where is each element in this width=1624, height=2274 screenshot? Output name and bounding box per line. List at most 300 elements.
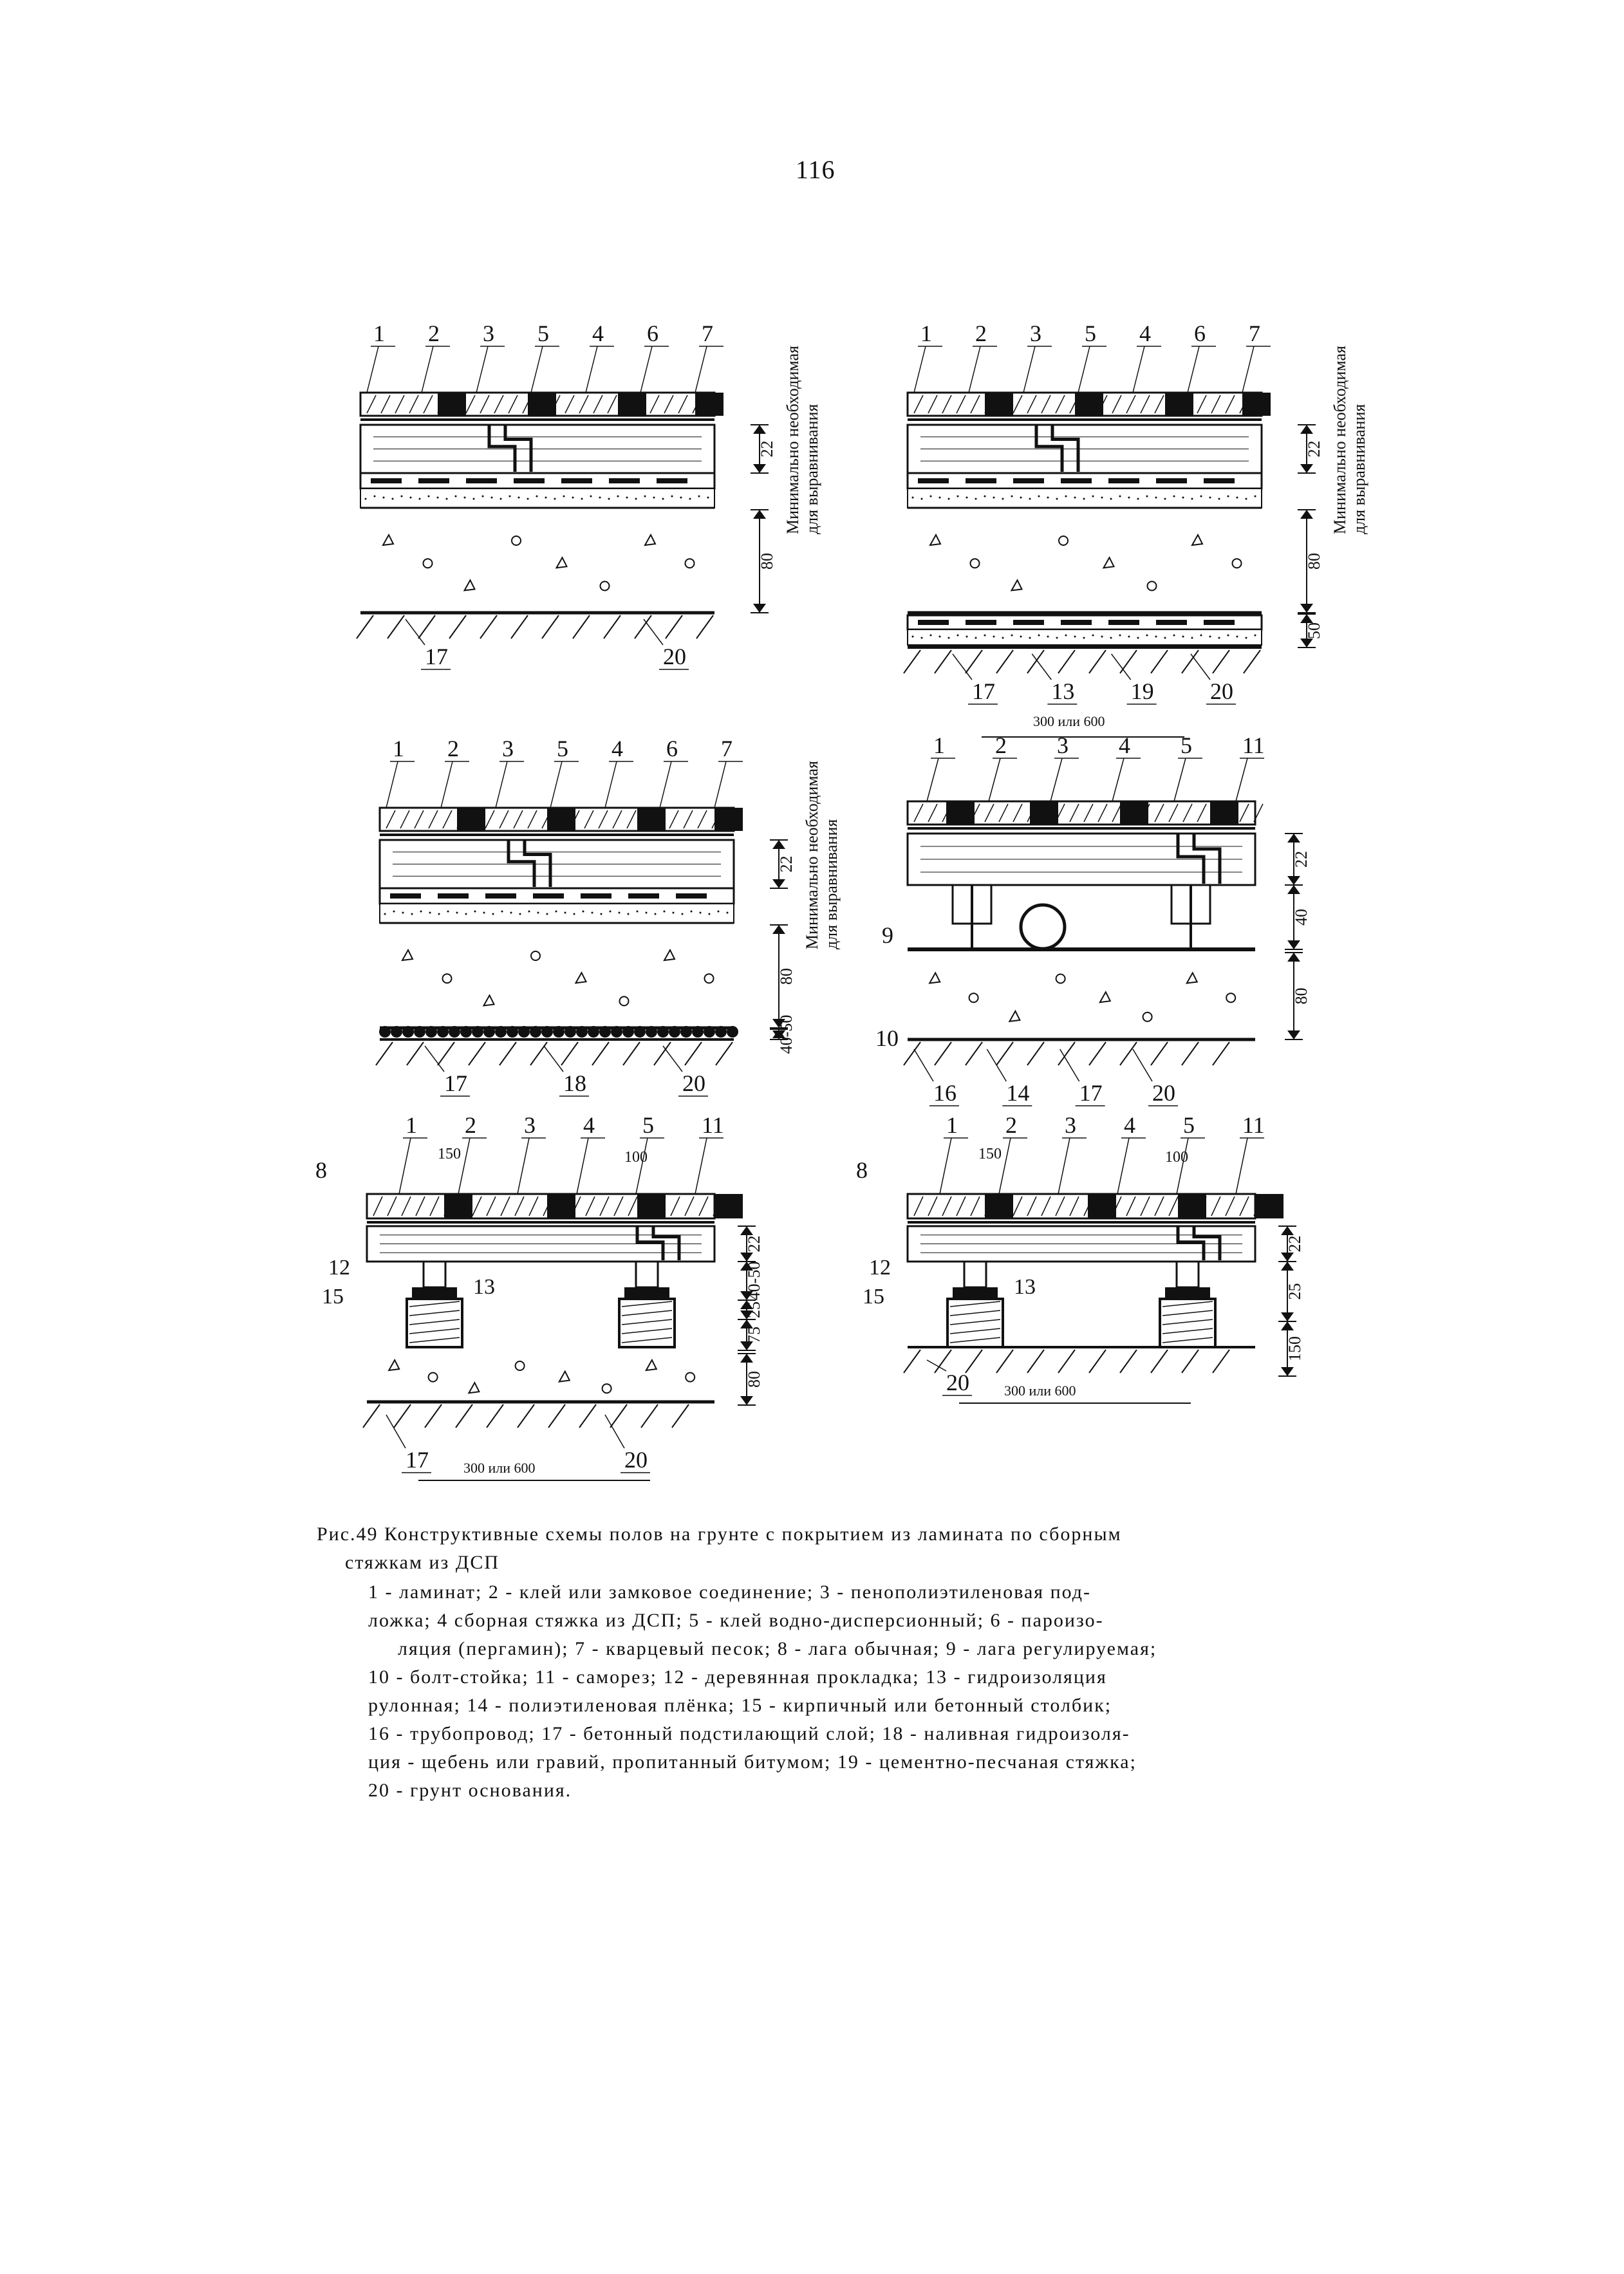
callout-leader [518,1138,529,1194]
sand-grain [393,911,395,913]
sand-grain [572,497,574,499]
sand-grain [464,497,466,499]
sand-grain [1020,497,1022,499]
sand-grain [1110,637,1112,639]
sand-grain [966,497,968,499]
sand-grain [689,498,691,500]
sand-grain [984,635,986,637]
sand-grain [700,912,702,914]
vapour-dash [1204,478,1235,483]
vapour-dash [1204,620,1235,625]
callout-label: 3 [1065,1112,1076,1138]
gravel-bitumen [530,1026,541,1038]
ground-hatch [1027,650,1044,673]
page-number: 116 [796,155,835,184]
dimension-arrow [740,1396,753,1405]
concrete-base-layer [908,953,1255,1039]
vapour-dash [561,478,592,483]
sand-grain [492,913,494,915]
sand-grain [1119,496,1121,498]
callout-label: 20 [624,1447,648,1473]
sand-grain [975,637,977,639]
gravel-bitumen [704,1026,715,1038]
vapour-dash [1013,620,1044,625]
ground-hatch [1089,650,1106,673]
laminate-joint [714,808,743,831]
sand-grain [948,637,950,639]
callout-label: 4 [1139,321,1151,346]
sand-grain [1137,637,1139,639]
gravel-bitumen [588,1026,599,1038]
sand-grain [392,498,394,500]
sand-grain [653,497,655,499]
callout-label: 12 [328,1256,350,1280]
callout-label: 16 [933,1080,957,1106]
sand-grain [420,911,422,913]
sand-grain [1011,496,1013,498]
gravel-bitumen [483,1026,495,1038]
sand-grain [966,636,968,638]
laminate-joint [946,801,975,825]
sand-grain [563,496,565,498]
callout-label: 4 [1119,732,1130,758]
sand-grain [1227,496,1229,498]
sand-grain [501,911,503,913]
wood-pad [624,1287,669,1299]
sand-grain [682,913,684,915]
sand-grain [975,498,977,500]
caption-title-continuation: стяжкам из ДСП [345,1552,500,1573]
dimension-arrow [1281,1262,1294,1271]
callout-leader [714,761,726,808]
sand-grain [662,498,664,500]
ground-hatch [363,1404,380,1428]
dimension-label: 50 [1305,622,1323,639]
gravel-bitumen [622,1026,634,1038]
callout-leader [605,1415,624,1448]
leveling-note: Минимально необходимая [783,345,802,534]
sand-grain [957,635,959,637]
ground-hatch [904,650,920,673]
sand-grain [1246,637,1247,639]
sand-grain [599,497,601,499]
legend-line: ляция (пергамин); 7 - кварцевый песок; 8 - лага обычная; 9 - лага регулируемая; [398,1638,1157,1659]
callout-leader [1050,758,1062,801]
ground-hatch [1120,650,1137,673]
laminate-joint [637,808,666,831]
sand-grain [465,913,467,915]
callout-label: 6 [647,321,658,346]
sand-grain [428,496,430,498]
callout-leader [1058,1138,1070,1194]
laminate-joint [695,393,723,416]
callout-label: 1 [393,736,404,761]
sand-grain [1056,498,1058,500]
dimension-arrow [1281,1226,1294,1235]
dimension-arrow [1281,1253,1294,1262]
vapour-dash [609,478,640,483]
sand-grain [518,497,520,499]
ground-hatch [716,1042,733,1065]
vapour-dash [533,893,564,899]
dimension-label: 22 [1305,440,1323,458]
gravel-bitumen [646,1026,657,1038]
concrete-base-layer [908,510,1262,613]
callout-leader [1188,346,1199,393]
ground-hatch [1182,1350,1199,1373]
sand-grain [619,912,621,914]
sand-grain [411,913,413,915]
sand-grain [590,496,592,498]
laminate-joint [1242,393,1271,416]
sand-grain [527,498,529,500]
sand-grain [1191,498,1193,500]
ground-hatch [407,1042,424,1065]
sand-grain [1128,636,1130,638]
gravel-bitumen [680,1026,692,1038]
sand-grain [930,635,932,637]
sand-grain [727,912,729,914]
gap-dimension-label: 100 [624,1149,648,1166]
vapour-dash [1108,478,1139,483]
ground-hatch [542,615,559,638]
laminate-joint [457,808,485,831]
callout-label: 17 [444,1070,467,1096]
callout-leader [425,1046,444,1072]
sand-grain [1038,496,1040,498]
sand-grain [984,496,986,498]
vapour-dash [966,620,996,625]
sand-grain [1128,497,1130,499]
wood-pad [1165,1287,1210,1299]
callout-leader [386,1415,406,1448]
callout-label: 15 [322,1285,344,1309]
laminate-joint [1165,393,1193,416]
wood-pad [953,1287,998,1299]
gravel-bitumen [565,1026,576,1038]
callout-leader [1133,346,1144,393]
callout-label: 4 [1124,1112,1135,1138]
dimension-label: 40-50 [745,1261,763,1301]
callout-label: 5 [1183,1112,1195,1138]
callout-leader [953,654,972,680]
sand-grain [474,911,476,913]
sand-grain [509,496,511,498]
sand-grain [939,497,941,499]
gravel-bitumen [611,1026,622,1038]
sand-grain [1083,498,1085,500]
laminate-joint [985,1194,1013,1218]
dimension-arrow [1287,953,1300,962]
sand-grain [1020,636,1022,638]
dimension-label: 25 [745,1301,763,1318]
callout-label: 13 [473,1275,495,1299]
sand-grain [912,636,914,638]
ground-hatch [1089,1350,1106,1373]
vapour-dash [918,478,949,483]
figure-caption [317,1520,1321,1577]
sand-grain [1164,637,1166,639]
dimension-label: 25 [1285,1283,1304,1300]
sand-grain [528,911,530,913]
callout-leader [1133,1049,1152,1081]
dimension-arrow [740,1354,753,1363]
gravel-bitumen [692,1026,704,1038]
callout-leader [1112,758,1124,801]
gravel-bitumen [391,1026,402,1038]
vapour-dash [418,478,449,483]
ground-hatch [696,615,713,638]
callout-label: 3 [502,736,514,761]
sand-grain [1029,498,1031,500]
ground-hatch [438,1042,454,1065]
callout-label: 15 [863,1285,884,1309]
callout-leader [1236,1138,1247,1194]
leveling-note: для выравнивания [822,819,841,949]
sand-grain [574,913,575,915]
sand-grain [957,496,959,498]
dimension-label: 22 [745,1235,763,1253]
sand-grain [1255,635,1256,637]
vapour-dash [918,620,949,625]
sand-grain [993,636,995,638]
callout-leader [406,619,425,645]
ground-hatch [449,615,466,638]
callout-leader [663,1046,682,1072]
sand-grain [581,498,583,500]
vapour-dash [966,478,996,483]
wood-pad [412,1287,457,1299]
sand-grain [1119,635,1121,637]
dimension-label: 22 [777,855,796,873]
sand-grain [456,912,458,914]
callout-label: 5 [642,1112,654,1138]
sand-grain [483,912,485,914]
callout-leader [1060,1049,1079,1081]
callout-label: 3 [524,1112,536,1138]
ground-hatch [1151,650,1168,673]
callout-leader [1191,654,1210,680]
callout-label: 6 [1194,321,1206,346]
sand-grain [555,911,557,913]
laminate-joint [618,393,646,416]
callout-leader [660,761,671,808]
laminate-joint [547,808,575,831]
dimension-label: 80 [1292,987,1311,1005]
callout-label: 5 [1181,732,1192,758]
vapour-dash [1156,620,1187,625]
ground-hatch [592,1042,609,1065]
joist-8 [1177,1262,1199,1287]
gravel-bitumen [599,1026,611,1038]
ground-hatch [1182,1042,1199,1065]
dimension-arrow [1281,1367,1294,1376]
callout-leader [1023,346,1035,393]
callout-label: 4 [583,1112,595,1138]
sand-grain [592,912,593,914]
sand-grain [1200,635,1202,637]
dimension-label: 22 [758,440,776,458]
dimension-arrow [1287,1030,1300,1039]
callout-leader [1174,758,1186,801]
sand-grain [644,496,646,498]
spacing-label: 300 или 600 [463,1460,536,1476]
dimension-label: 80 [777,968,796,985]
callout-label: 17 [1079,1080,1103,1106]
legend-line: ложка; 4 сборная стяжка из ДСП; 5 - клей водно-дисперсионный; 6 - пароизо- [368,1610,1104,1631]
gravel-bitumen [449,1026,460,1038]
gap-dimension-label: 100 [1165,1149,1188,1166]
sand-grain [455,496,457,498]
callout-leader [441,761,453,808]
ground-hatch [573,615,590,638]
dimension-label: 22 [1292,851,1311,868]
ground-hatch [1213,1350,1229,1373]
gap-dimension-label: 150 [438,1146,461,1162]
joist-8 [424,1262,445,1287]
sand-grain [948,498,950,500]
sand-grain [1056,637,1058,639]
callout-leader [695,1138,707,1194]
sand-grain [1209,497,1211,499]
sand-grain [930,496,932,498]
ground-hatch [935,650,951,673]
vapour-dash [1108,620,1139,625]
sand-grain [691,911,693,913]
callout-leader [586,346,597,393]
sand-grain [671,496,673,498]
sand-grain [1110,498,1112,500]
sand-grain [1227,635,1229,637]
dimension-arrow [1300,604,1313,613]
callout-label: 2 [1005,1112,1017,1138]
legend-line: 16 - трубопровод; 17 - бетонный подстилающий слой; 18 - наливная гидроизоля- [368,1723,1130,1744]
gravel-bitumen [379,1026,391,1038]
callout-label: 17 [425,644,448,669]
ground-hatch [530,1042,547,1065]
dimension-label: 22 [1285,1235,1304,1253]
callout-leader [496,761,507,808]
laminate-joint [1075,393,1103,416]
vapour-dash [371,478,402,483]
ground-hatch [418,615,435,638]
concrete-base-layer [380,925,734,1028]
gravel-bitumen [507,1026,518,1038]
callout-label: 4 [592,321,604,346]
gravel-bitumen [460,1026,472,1038]
ground-hatch [1120,1350,1137,1373]
callout-label: 4 [611,736,623,761]
gravel-bitumen [437,1026,449,1038]
sand-grain [554,498,556,500]
ground-hatch [1213,1042,1229,1065]
sand-grain [709,913,711,915]
sand-grain [1164,498,1166,500]
sand-grain [637,911,639,913]
ground-hatch [623,1042,640,1065]
callout-label: 9 [882,922,893,948]
laminate-joint [1030,801,1058,825]
callout-label: 6 [666,736,678,761]
ground-hatch [966,650,982,673]
callout-label: 20 [1210,678,1233,704]
vapour-dash [514,478,545,483]
callout-label: 20 [1152,1080,1175,1106]
sand-grain [583,911,584,913]
callout-leader [1078,346,1090,393]
ground-hatch [904,1042,920,1065]
sand-grain [374,496,376,498]
ground-hatch [1058,1042,1075,1065]
sand-grain [546,913,548,915]
callout-leader [476,346,488,393]
leveling-note: для выравнивания [803,404,821,534]
sand-grain [912,497,914,499]
concrete-base-layer [360,510,714,613]
callout-leader [531,346,543,393]
joist-8 [964,1262,986,1287]
sand-grain [1002,498,1004,500]
gravel-bitumen [715,1026,727,1038]
ground-hatch [604,615,621,638]
callout-label: 20 [946,1370,969,1395]
callout-label: 3 [1030,321,1041,346]
sand-grain [673,912,675,914]
sand-grain [491,497,493,499]
laminate-joint [1120,801,1148,825]
callout-label: 1 [406,1112,417,1138]
callout-label: 13 [1014,1275,1036,1299]
vapour-dash [466,478,497,483]
callout-label: 10 [875,1025,899,1051]
gravel-bitumen [495,1026,507,1038]
callout-leader [367,346,378,393]
vapour-dash [1156,478,1187,483]
callout-leader [605,761,617,808]
sand-grain [402,912,404,914]
sand-grain [939,636,941,638]
ground-hatch [904,1350,920,1373]
dimension-arrow [753,425,766,434]
sand-grain [1155,636,1157,638]
callout-leader [1242,346,1254,393]
laminate-joint [985,393,1013,416]
sand-grain [1092,635,1094,637]
leveling-note: Минимально необходимая [803,760,821,949]
sand-grain [519,913,521,915]
vapour-dash [1061,620,1092,625]
sand-grain [1065,496,1067,498]
spacing-label: 300 или 600 [1033,713,1105,729]
ground-hatch [1120,1042,1137,1065]
laminate-joint [637,1194,666,1218]
callout-leader [1112,654,1131,680]
sand-grain [1074,497,1076,499]
sand-grain [718,911,720,913]
ground-hatch [685,1042,702,1065]
ground-hatch [1089,1042,1106,1065]
quartz-sand-layer [380,904,734,923]
gravel-bitumen [657,1026,669,1038]
sand-grain [482,496,484,498]
spacing-label: 300 или 600 [1004,1383,1076,1399]
leveling-note: для выравнивания [1350,404,1368,534]
ground-hatch [1058,1350,1075,1373]
sand-grain [1155,497,1157,499]
callout-leader [1032,654,1051,680]
callout-label: 3 [483,321,494,346]
sand-grain [437,497,439,499]
